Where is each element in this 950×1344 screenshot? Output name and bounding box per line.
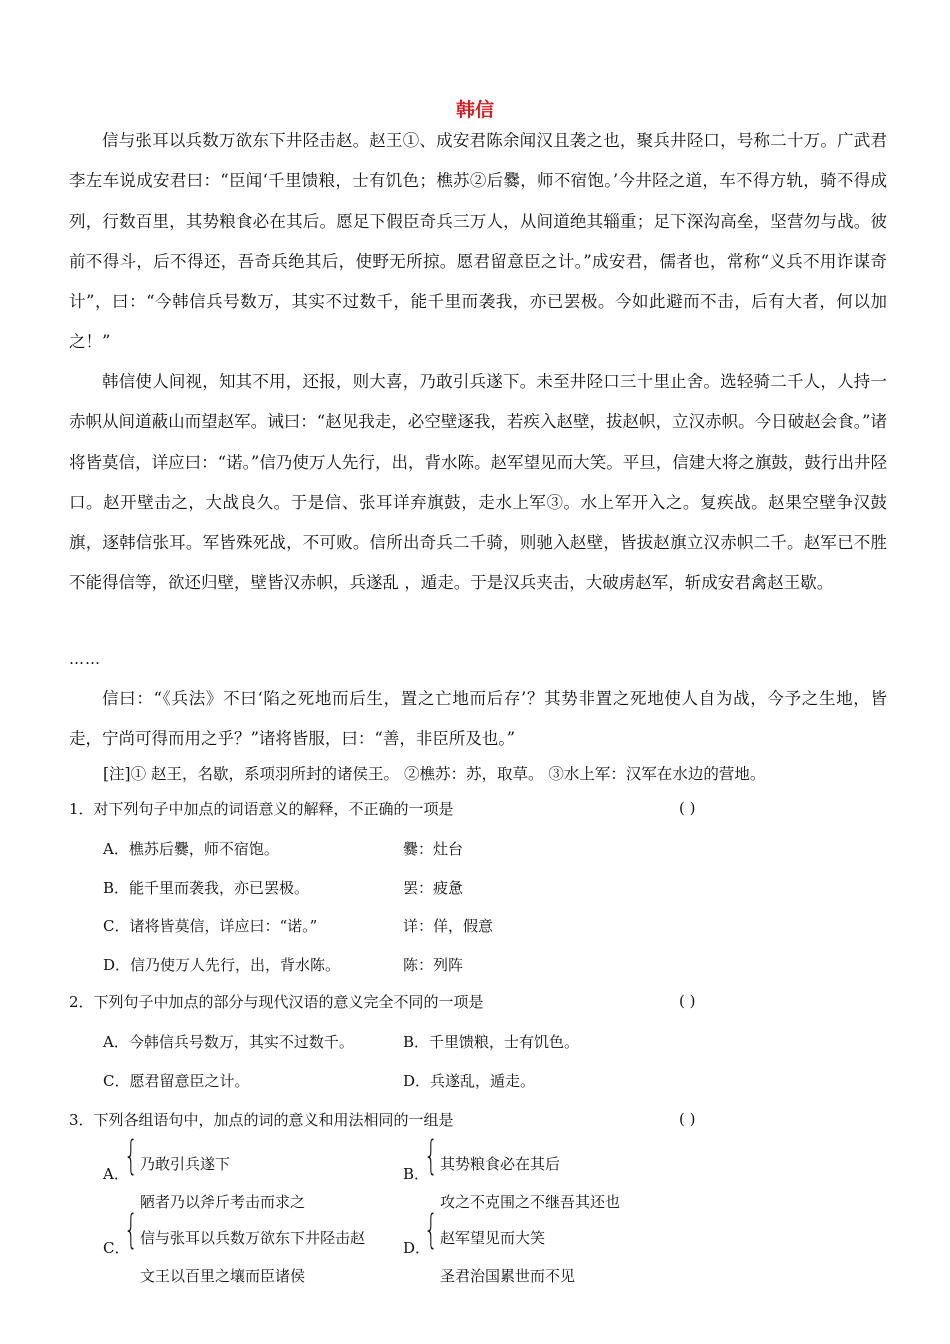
answer-blank-3[interactable]: ( ) [679, 1110, 696, 1128]
q2-option-b: B．千里馈粮，士有饥色。 [403, 1033, 580, 1051]
q1-option-c: C．诸将皆莫信，详应曰：“诺。” [103, 917, 318, 935]
q1-option-b-gloss: 罢：疲惫 [403, 879, 464, 897]
q3-group-c-line1: 信与张耳以兵数万欲东下井陉击赵 [140, 1229, 366, 1247]
answer-blank-1[interactable]: ( ) [679, 799, 696, 817]
q1-option-d-gloss: 陈：列阵 [403, 956, 464, 974]
q1-option-c-gloss: 详：佯，假意 [403, 917, 494, 935]
question-1-stem: 1．对下列句子中加点的词语意义的解释，不正确的一项是 [69, 800, 454, 818]
q1-option-d: D．信乃使万人先行，出，背水陈。 [103, 956, 341, 974]
question-3-stem: 3．下列各组语句中，加点的词的意义和用法相同的一组是 [69, 1111, 454, 1129]
q1-option-a: A．樵苏后爨，师不宿饱。 [103, 840, 279, 858]
q3-group-a-letter: A． [103, 1165, 129, 1183]
q3-group-c-line2: 文王以百里之壤而臣诸侯 [140, 1267, 306, 1285]
q2-option-c: C．愿君留意臣之计。 [103, 1072, 250, 1090]
q1-option-a-gloss: 爨：灶台 [403, 840, 464, 858]
q3-group-d-line2: 圣君治国累世而不见 [440, 1267, 576, 1285]
paragraph-2-text: 韩信使人间视，知其不用，还报，则大喜，乃敢引兵遂下。未至井陉口三十里止舍。选轻骑二千人，人持一赤帜从间道蔽山而望赵军。诫曰：“赵见我走，必空壁逐我，若疾入赵壁，拔赵帜，立汉赤帜。今日破赵会食。”诸将皆莫信，详应曰：“诺。”信乃使万人先行，出，背水陈。赵军望见而大笑。平旦，信建大将之旗鼓，鼓行出井陉口。赵开壁击之，大战良久。于是信、张耳详弃旗鼓，走水上军③。水上军开入之。复疾战。赵果空壁争汉鼓旗，逐韩信张耳。军皆殊死战，不可败。信所出奇兵二千骑，则驰入赵壁，皆拔赵旗立汉赤帜二千。赵军已不胜不能得信等，欲还归壁，壁皆汉赤帜，兵遂乱 ，遁走。于是汉兵夹击，大破虏赵军，斩成安君禽赵王歇。 [69, 372, 887, 593]
footnote: [注]① 赵王，名歇，系项羽所封的诸侯王。 ②樵苏：苏，取草。 ③水上军：汉军在水边的营地。 [103, 765, 766, 783]
brace-icon: { [424, 1133, 438, 1179]
q1-option-b: B．能千里而袭我，亦已罢极。 [103, 879, 310, 897]
page-title: 韩信 [455, 99, 494, 121]
answer-blank-2[interactable]: ( ) [679, 992, 696, 1010]
q3-group-d-line1: 赵军望见而大笑 [440, 1229, 546, 1247]
q3-group-d-letter: D． [403, 1239, 431, 1257]
q2-option-d: D．兵遂乱，遁走。 [403, 1072, 536, 1090]
q3-group-a-line2: 陋者乃以斧斤考击而求之 [140, 1193, 306, 1211]
brace-icon: { [424, 1207, 438, 1253]
ellipsis: …… [69, 650, 101, 668]
passage-paragraph-1 [69, 121, 887, 363]
brace-icon: { [124, 1133, 138, 1179]
passage-paragraph-2 [69, 362, 887, 604]
q3-group-c-letter: C． [103, 1239, 130, 1257]
paragraph-1-text: 信与张耳以兵数万欲东下井陉击赵。赵王①、成安君陈余闻汉且袭之也，聚兵井陉口，号称二十万。广武君李左车说成安君曰：“臣闻‘千里馈粮，士有饥色；樵苏②后爨，师不宿饱。’今井陉之道，车不得方轨，骑不得成列，行数百里，其势粮食必在其后。愿足下假臣奇兵三万人，从间道绝其辎重；足下深沟高垒，坚营勿与战。彼前不得斗，后不得还，吾奇兵绝其后，使野无所掠。愿君留意臣之计。”成安君，儒者也，常称“义兵不用诈谋奇计”，曰：“今韩信兵号数万，其实不过数千，能千里而袭我，亦已罢极。今如此避而不击，后有大者，何以加之！” [69, 131, 887, 352]
brace-icon: { [124, 1207, 138, 1253]
question-2-stem: 2．下列句子中加点的部分与现代汉语的意义完全不同的一项是 [69, 993, 484, 1011]
q3-group-a-line1: 乃敢引兵遂下 [140, 1155, 231, 1173]
q3-group-b-line1: 其势粮食必在其后 [440, 1155, 561, 1173]
paragraph-3-text: 信曰：“《兵法》不曰‘陷之死地而后生，置之亡地而后存’？其势非置之死地使人自为战，今予之生地，皆走，宁尚可得而用之乎？”诸将皆服，曰：“善，非臣所及也。” [69, 689, 887, 749]
passage-paragraph-3 [69, 679, 887, 760]
q2-option-a: A．今韩信兵号数万，其实不过数千。 [103, 1033, 354, 1051]
q3-group-b-line2: 攻之不克围之不继吾其还也 [440, 1193, 621, 1211]
q3-group-b-letter: B． [403, 1165, 430, 1183]
